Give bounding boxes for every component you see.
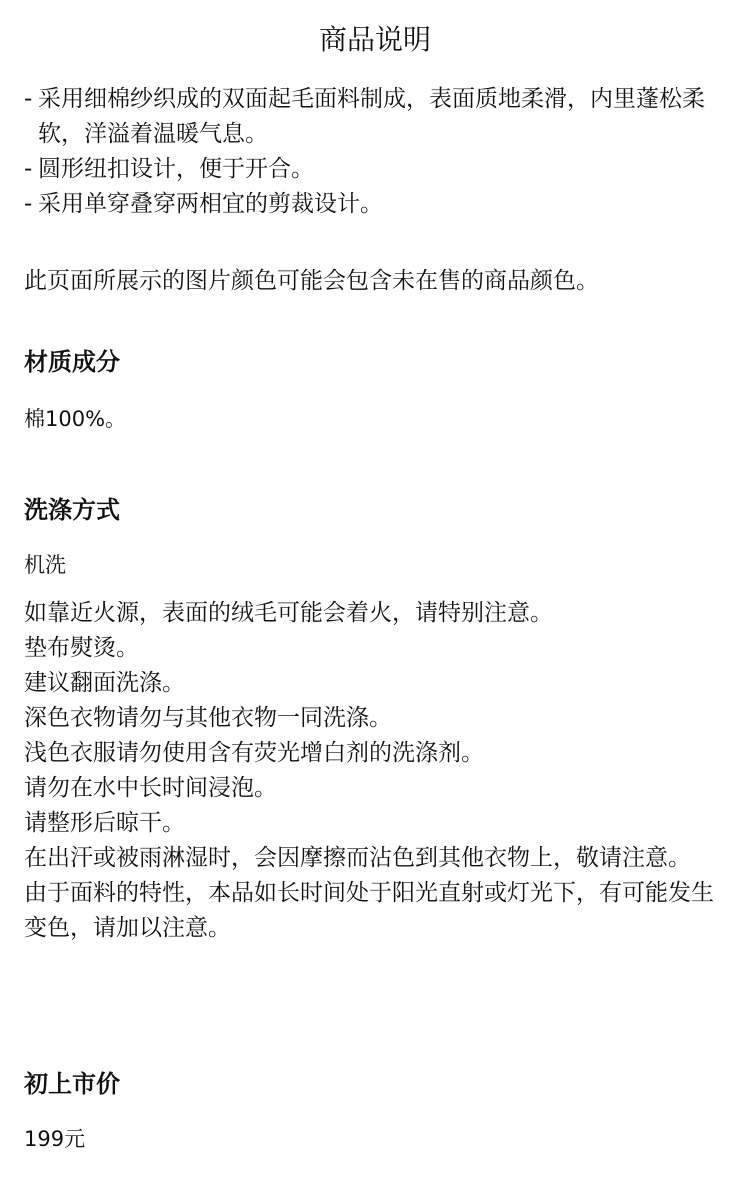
care-note: 在出汗或被雨淋湿时，会因摩擦而沾色到其他衣物上，敬请注意。 bbox=[24, 845, 691, 871]
care-note: 深色衣物请勿与其他衣物一同洗涤。 bbox=[24, 705, 392, 731]
price-heading: 初上市价 bbox=[24, 1070, 120, 1098]
feature-text: 圆形纽扣设计，便于开合。 bbox=[38, 156, 314, 182]
feature-text: 采用单穿叠穿两相宜的剪裁设计。 bbox=[38, 191, 383, 217]
bullet-marker: - bbox=[24, 86, 33, 112]
feature-item bbox=[24, 82, 729, 152]
page-title: 商品说明 bbox=[318, 23, 431, 56]
care-note: 请勿在水中长时间浸泡。 bbox=[24, 775, 277, 801]
bullet-marker: - bbox=[24, 156, 33, 182]
price-value: 199元 bbox=[24, 1127, 86, 1151]
care-instructions bbox=[24, 596, 729, 946]
feature-text: 采用细棉纱织成的双面起毛面料制成，表面质地柔滑，内里蓬松柔软，洋溢着温暖气息。 bbox=[38, 86, 705, 147]
washing-method: 机洗 bbox=[24, 553, 66, 577]
color-notice: 此页面所展示的图片颜色可能会包含未在售的商品颜色。 bbox=[24, 268, 599, 294]
bullet-marker: - bbox=[24, 191, 33, 217]
care-note: 请整形后晾干。 bbox=[24, 810, 185, 836]
care-note: 由于面料的特性，本品如长时间处于阳光直射或灯光下，有可能发生变色，请加以注意。 bbox=[24, 880, 714, 941]
material-heading: 材质成分 bbox=[24, 348, 120, 376]
material-value: 棉100%。 bbox=[24, 407, 127, 431]
washing-heading: 洗涤方式 bbox=[24, 496, 120, 524]
care-note: 如靠近火源，表面的绒毛可能会着火，请特别注意。 bbox=[24, 600, 553, 626]
feature-list bbox=[24, 82, 729, 222]
feature-item bbox=[24, 187, 729, 222]
care-note: 建议翻面洗涤。 bbox=[24, 670, 185, 696]
care-note: 垫布熨烫。 bbox=[24, 635, 139, 661]
care-note: 浅色衣服请勿使用含有荧光增白剂的洗涤剂。 bbox=[24, 740, 484, 766]
feature-item bbox=[24, 152, 729, 187]
